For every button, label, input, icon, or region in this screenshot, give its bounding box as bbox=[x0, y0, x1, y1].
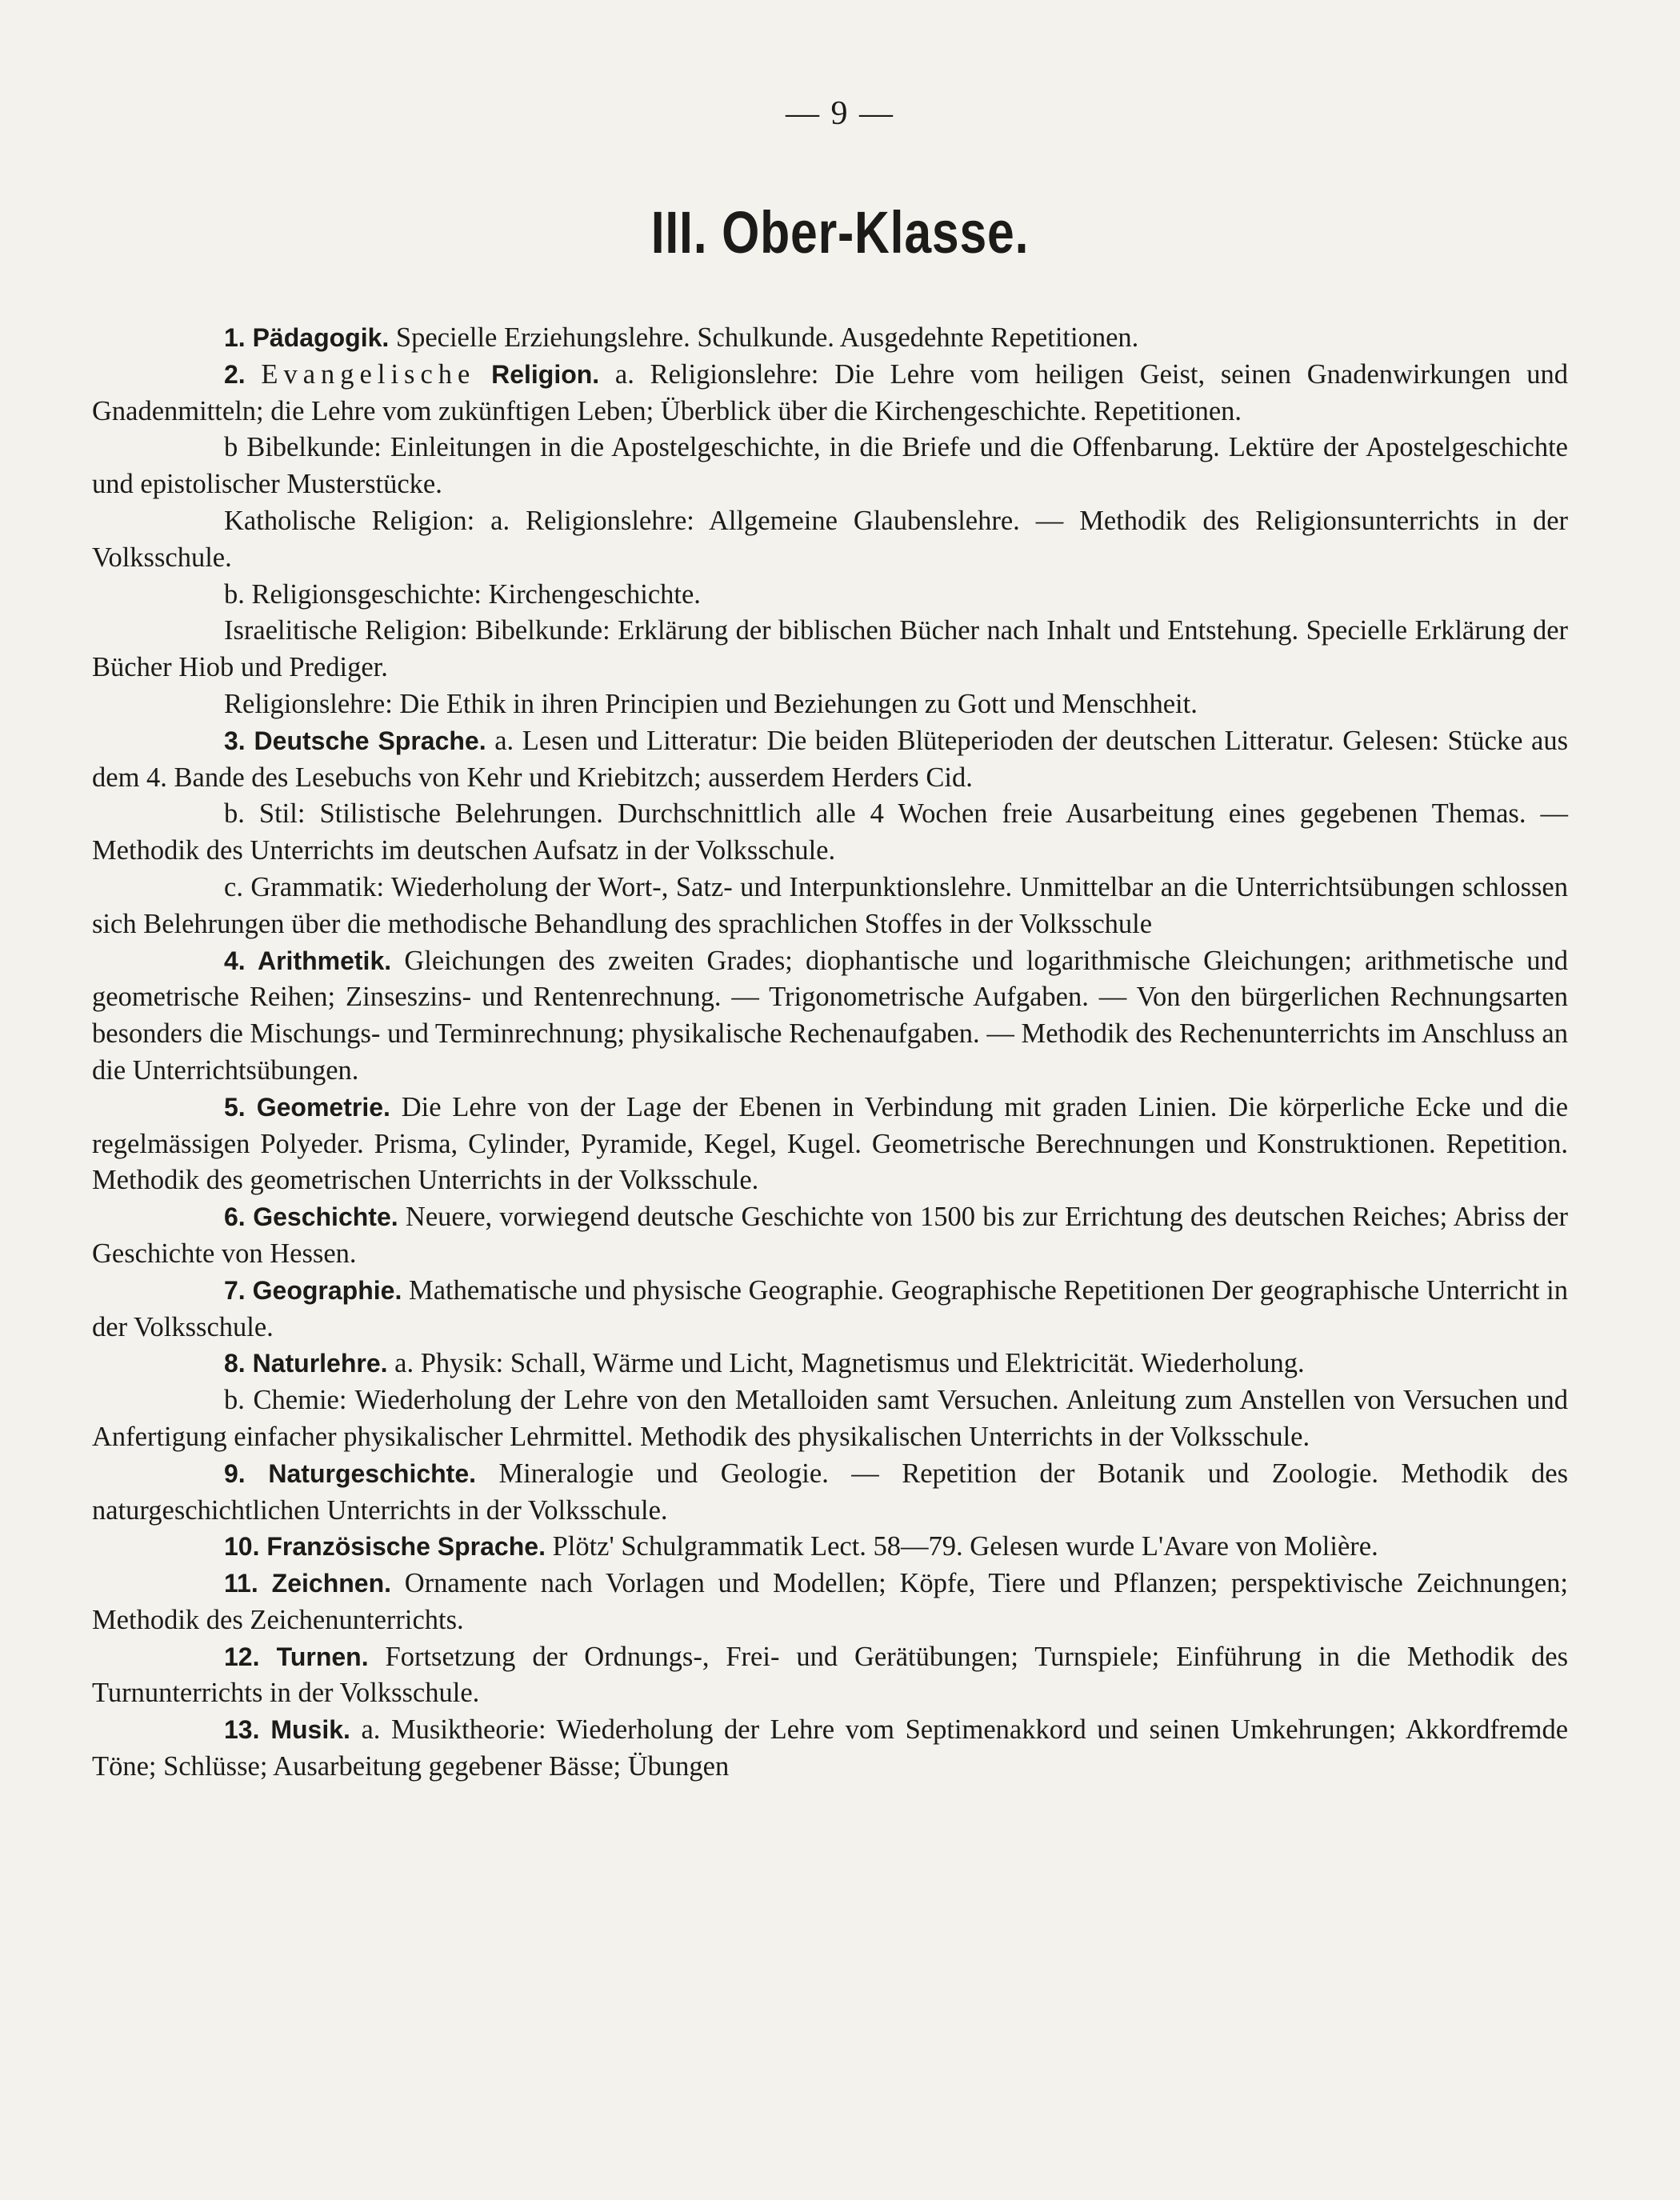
paragraph-text: Die Lehre von der Lage der Ebenen in Verbindung mit graden Linien. Die körperliche Ecke und die regelmässigen Polyeder. Prisma, Cylinder, Pyramide, Kegel, Kugel. Geometrische Berechnungen und Konstruktionen. Repetition. Methodik des geometrischen Unterrichts in der Volksschule. bbox=[92, 1091, 1569, 1196]
subject-label: 5. Geometrie. bbox=[224, 1092, 390, 1122]
paragraph-text: b. Stil: Stilistische Belehrungen. Durchschnittlich alle 4 Wochen freie Ausarbeitung eines gegebenen Themas. — Methodik des Unterrichts im deutschen Aufsatz in der Volksschule. bbox=[92, 798, 1568, 866]
paragraph-israelitisch bbox=[92, 613, 1568, 686]
paragraph-text: b. Religionsgeschichte: Kirchengeschichte. bbox=[224, 578, 701, 610]
paragraph-text: a. Religionslehre: Die Lehre vom heiligen Geist, seinen Gnadenwirkungen und Gnadenmitteln; die Lehre vom zukünftigen Leben; Überblick über die Kirchengeschichte. Repetitionen. bbox=[92, 358, 1569, 426]
subject-label: 2. bbox=[224, 359, 246, 389]
paragraph-text: Gleichungen des zweiten Grades; diophantische und logarithmische Gleichungen; arithmetische und geometrische Reihen; Zinseszins- und Rentenrechnung. — Trigonometrische Aufgaben. — Von den bürgerlichen Rechnungsarten besonders die Mischungs- und Terminrechnung; physikalische Rechenaufgaben. — Methodik des Rechenunterrichts im Anschluss an die Unterrichtsübungen. bbox=[92, 945, 1568, 1086]
paragraph-arithmetik bbox=[92, 943, 1568, 1090]
paragraph-text: Plötz' Schulgrammatik Lect. 58—79. Gelesen wurde L'Avare von Molière. bbox=[552, 1531, 1378, 1562]
paragraph-text: c. Grammatik: Wiederholung der Wort-, Satz- und Interpunktionslehre. Unmittelbar an die Unterrichtsübungen schlossen sich Belehrungen über die methodische Behandlung des sprachlichen Stoffes in der Volksschule bbox=[92, 871, 1568, 939]
paragraph-text: Katholische Religion: a. Religionslehre: Allgemeine Glaubenslehre. — Methodik des Religionsunterrichts in der Volksschule. bbox=[92, 505, 1568, 573]
paragraph-franzoesisch bbox=[92, 1529, 1568, 1566]
paragraph-naturgeschichte bbox=[92, 1456, 1568, 1530]
paragraph-geschichte bbox=[92, 1199, 1568, 1273]
paragraph-text: Specielle Erziehungslehre. Schulkunde. Ausgedehnte Repetitionen. bbox=[395, 322, 1139, 353]
paragraph-text: b Bibelkunde: Einleitungen in die Apostelgeschichte, in die Briefe und die Offenbarung. Lektüre der Apostelgeschichte und epistolischer Musterstücke. bbox=[92, 432, 1568, 500]
paragraph-musik bbox=[92, 1712, 1568, 1786]
paragraph-grammatik bbox=[92, 870, 1568, 943]
paragraph-text: Mathematische und physische Geographie. Geographische Repetitionen Der geographische Unterricht in der Volksschule. bbox=[92, 1274, 1569, 1342]
subject-label: 13. Musik. bbox=[224, 1715, 350, 1745]
paragraph-religion bbox=[92, 357, 1568, 430]
paragraph-naturlehre bbox=[92, 1346, 1568, 1382]
paragraph-bibelkunde bbox=[92, 430, 1568, 503]
subject-label: 6. Geschichte. bbox=[224, 1202, 398, 1232]
paragraph-stil bbox=[92, 796, 1568, 870]
paragraph-text: b. Chemie: Wiederholung der Lehre von den Metalloiden samt Versuchen. Anleitung zum Anstellen von Versuchen und Anfertigung einfacher physikalischer Lehrmittel. Methodik des physikalischen Unterrichts in der Volksschule. bbox=[92, 1385, 1568, 1452]
paragraph-text: Fortsetzung der Ordnungs-, Frei- und Gerätübungen; Turnspiele; Einführung in die Methodik des Turnunterrichts in der Volksschule. bbox=[92, 1641, 1568, 1709]
paragraph-chemie bbox=[92, 1382, 1568, 1456]
paragraph-text: Neuere, vorwiegend deutsche Geschichte von 1500 bis zur Errichtung des deutschen Reiches; Abriss der Geschichte von Hessen. bbox=[92, 1202, 1569, 1269]
page-number: — 9 — bbox=[786, 95, 894, 132]
paragraph-religionslehre bbox=[92, 686, 1568, 723]
paragraph-deutsche-sprache bbox=[92, 723, 1568, 797]
subject-label: 9. Naturgeschichte. bbox=[224, 1458, 477, 1488]
section-title: III. Ober-Klasse. bbox=[650, 199, 1030, 266]
subject-label: 7. Geographie. bbox=[224, 1275, 402, 1305]
paragraph-geometrie bbox=[92, 1090, 1568, 1199]
paragraph-religionsgeschichte bbox=[92, 577, 1568, 614]
paragraph-katholisch bbox=[92, 503, 1568, 577]
paragraph-text: a. Lesen und Litteratur: Die beiden Blüteperioden der deutschen Litteratur. Gelesen: Stücke aus dem 4. Bande des Lesebuchs von Kehr und Kriebitzch; ausserdem Herders Cid. bbox=[92, 725, 1569, 793]
subject-label: 8. Naturlehre. bbox=[224, 1349, 388, 1378]
subject-label: 1. Pädagogik. bbox=[224, 323, 390, 352]
subject-label: 11. Zeichnen. bbox=[224, 1569, 392, 1598]
subject-label: 12. Turnen. bbox=[224, 1642, 369, 1671]
paragraph-text: Israelitische Religion: Bibelkunde: Erklärung der biblischen Bücher nach Inhalt und Entstehung. Specielle Erklärung der Bücher Hiob und Prediger. bbox=[92, 615, 1568, 683]
paragraph-paedagogik bbox=[92, 320, 1568, 357]
paragraph-geographie bbox=[92, 1273, 1568, 1346]
paragraph-text: a. Musiktheorie: Wiederholung der Lehre vom Septimenakkord und seinen Umkehrungen; Akkordfremde Töne; Schlüsse; Ausarbeitung gegebener Bässe; Übungen bbox=[92, 1714, 1569, 1782]
subject-label-spaced: Evangelische bbox=[261, 358, 476, 390]
subject-label: 3. Deutsche Sprache. bbox=[224, 726, 486, 755]
paragraph-zeichnen bbox=[92, 1566, 1568, 1639]
subject-label: 10. Französische Sprache. bbox=[224, 1532, 546, 1562]
paragraph-text: Religionslehre: Die Ethik in ihren Principien und Beziehungen zu Gott und Menschheit. bbox=[224, 688, 1198, 719]
subject-label: Religion. bbox=[491, 359, 600, 389]
paragraph-turnen bbox=[92, 1639, 1568, 1713]
subject-label: 4. Arithmetik. bbox=[224, 946, 392, 975]
body-text bbox=[92, 320, 1568, 1786]
paragraph-text: Ornamente nach Vorlagen und Modellen; Köpfe, Tiere und Pflanzen; perspektivische Zeichnungen; Methodik des Zeichenunterrichts. bbox=[92, 1568, 1569, 1635]
paragraph-text: a. Physik: Schall, Wärme und Licht, Magnetismus und Elektricität. Wiederholung. bbox=[394, 1348, 1305, 1379]
paragraph-text: Mineralogie und Geologie. — Repetition der Botanik und Zoologie. Methodik des naturgeschichtlichen Unterrichts in der Volksschule. bbox=[92, 1458, 1568, 1526]
